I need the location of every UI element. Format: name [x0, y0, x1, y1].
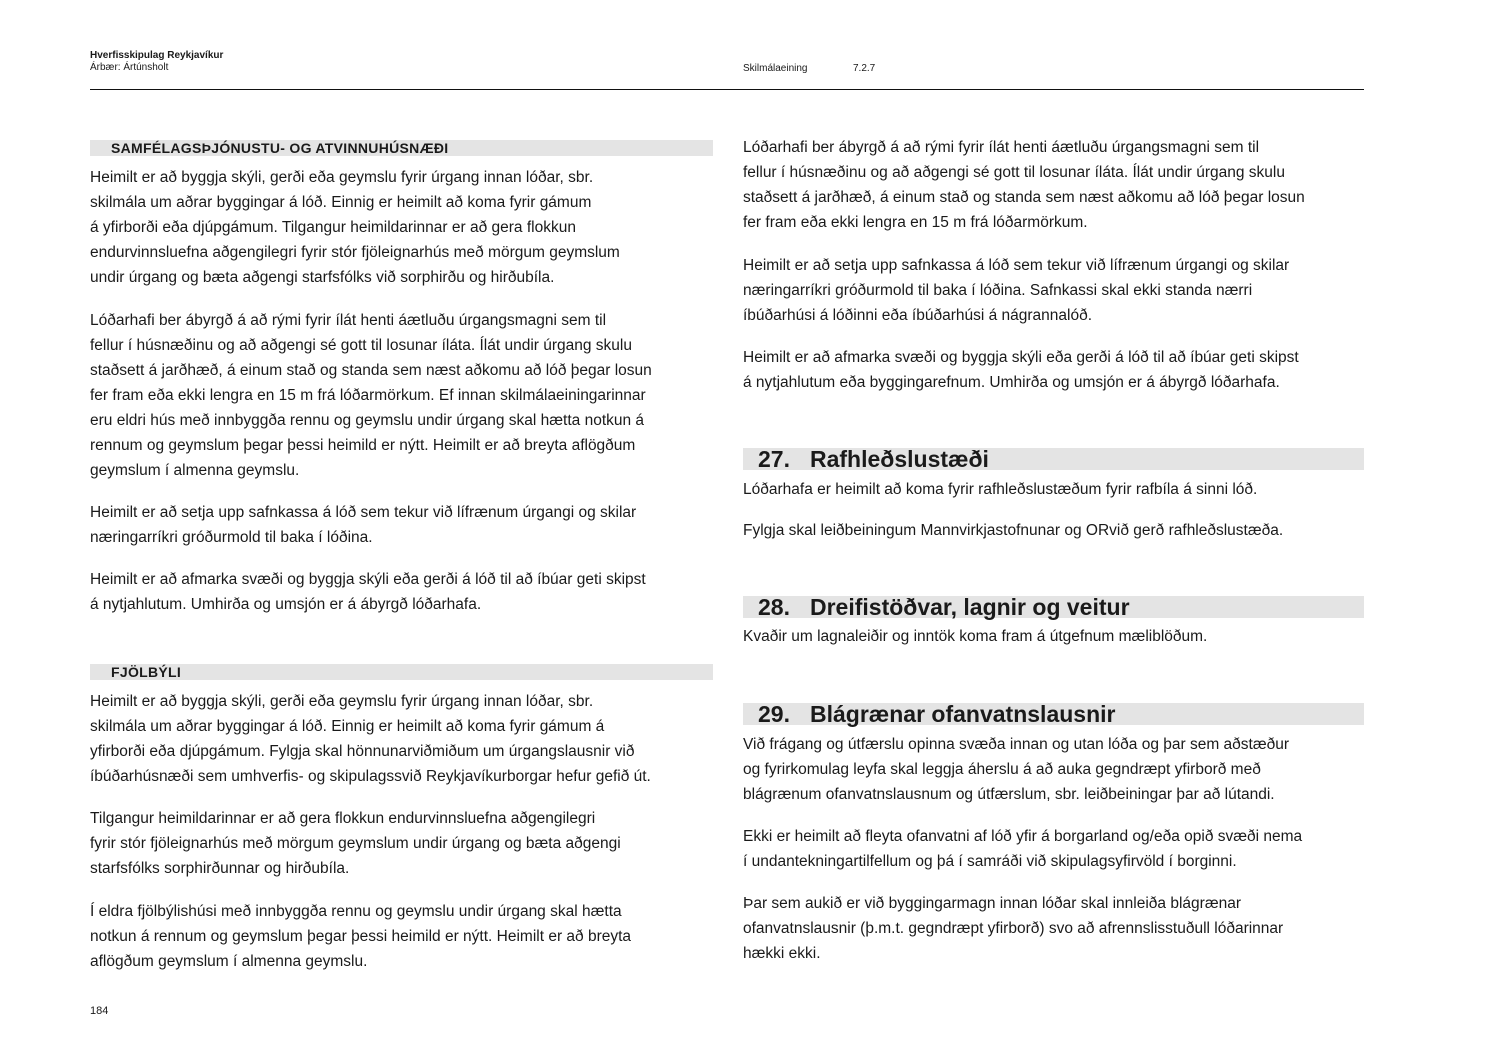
paragraph [90, 689, 651, 789]
text-line: hækki ekki. [743, 945, 821, 962]
text-line: Heimilt er að byggja skýli, gerði eða geymslu fyrir úrgang innan lóðar, sbr. [90, 169, 594, 186]
text-line: og fyrirkomulag leyfa skal leggja áherslu á að auka gegndræpt yfirborð með [743, 761, 1261, 778]
text-line: Þar sem aukið er við byggingarmagn innan lóðar skal innleiða blágrænar [743, 895, 1242, 912]
text-line: á yfirborði eða djúpgámum. Tilgangur heimildarinnar er að gera flokkun [90, 219, 576, 236]
text-line: næringarríkri gróðurmold til baka í lóðina. [90, 529, 373, 546]
text-line: fer fram eða ekki lengra en 15 m frá lóðarmörkum. Ef innan skilmálaeiningarinnar [90, 387, 646, 404]
paragraph [90, 165, 620, 290]
text-line: yfirborði eða djúpgámum. Fylgja skal hönnunarviðmiðum um úrgangslausnir við [90, 743, 635, 760]
section-heading-title: Blágrænar ofanvatnslausnir [810, 701, 1116, 727]
paragraph [743, 824, 1302, 874]
text-line: staðsett á jarðhæð, á einum stað og standa sem næst aðkomu að lóð þegar losun [90, 362, 652, 379]
section-heading-28 [743, 596, 1364, 618]
text-line: íbúðarhúsnæði sem umhverfis- og skipulagssvið Reykjavíkurborgar hefur gefið út. [90, 768, 651, 785]
section-heading-title: Dreifistöðvar, lagnir og veitur [810, 594, 1130, 620]
document-subtitle: Árbær: Ártúnsholt [90, 62, 169, 73]
text-line: Tilgangur heimildarinnar er að gera flokkun endurvinnsluefna aðgengilegri [90, 810, 596, 827]
section-heading-number: 27. [758, 446, 790, 472]
text-line: undir úrgang og bæta aðgengi starfsfólks við sorphirðu og hirðubíla. [90, 269, 555, 286]
paragraph [90, 567, 646, 617]
text-line: á nytjahlutum. Umhirða og umsjón er á ábyrgð lóðarhafa. [90, 596, 482, 613]
text-line: íbúðarhúsi á lóðinni eða íbúðarhúsi á nágrannalóð. [743, 307, 1093, 324]
text-line: Við frágang og útfærslu opinna svæða innan og utan lóða og þar sem aðstæður [743, 736, 1290, 753]
paragraph [90, 806, 621, 881]
paragraph [743, 732, 1289, 807]
text-line: Ekki er heimilt að fleyta ofanvatni af lóð yfir á borgarland og/eða opið svæði nema [743, 828, 1303, 845]
subsection-heading-text: SAMFÉLAGSÞJÓNUSTU- OG ATVINNUHÚSNÆÐI [111, 140, 449, 156]
text-line: endurvinnsluefna aðgengilegri fyrir stór fjöleignarhús með mörgum geymslum [90, 244, 620, 261]
text-line: Lóðarhafa er heimilt að koma fyrir rafhleðslustæðum fyrir rafbíla á sinni lóð. [743, 481, 1258, 498]
text-line: næringarríkri gróðurmold til baka í lóðina. Safnkassi skal ekki standa nærri [743, 282, 1253, 299]
text-line: skilmála um aðrar byggingar á lóð. Einnig er heimilt að koma fyrir gámum [90, 194, 592, 211]
paragraph [90, 308, 652, 483]
text-line: Lóðarhafi ber ábyrgð á að rými fyrir ílát henti áætluðu úrgangsmagni sem til [743, 139, 1260, 156]
paragraph [743, 135, 1305, 235]
text-line: eru eldri hús með innbyggða rennu og geymslu undir úrgang skal hætta notkun á [90, 412, 645, 429]
section-heading-29 [743, 703, 1364, 725]
text-line: á nytjahlutum eða byggingarefnum. Umhirða og umsjón er á ábyrgð lóðarhafa. [743, 374, 1280, 391]
text-line: geymslum í almenna geymslu. [90, 462, 300, 479]
text-line: fyrir stór fjöleignarhús með mörgum geymslum undir úrgang og bæta aðgengi [90, 835, 621, 852]
text-line: Í eldra fjölbýlishúsi með innbyggða rennu og geymslu undir úrgang skal hætta [90, 903, 622, 920]
section-heading-title: Rafhleðslustæði [810, 446, 989, 472]
text-line: Fylgja skal leiðbeiningum Mannvirkjastofnunar og ORvið gerð rafhleðslustæða. [743, 522, 1284, 539]
paragraph [743, 345, 1299, 395]
text-line: Heimilt er að setja upp safnkassa á lóð sem tekur við lífrænum úrgangi og skilar [90, 504, 637, 521]
paragraph [743, 477, 1257, 502]
section-heading-number: 29. [758, 701, 790, 727]
text-line: notkun á rennum og geymslum þegar þessi heimild er nýtt. Heimilt er að breyta [90, 928, 632, 945]
text-line: í undantekningartilfellum og þá í samráði við skipulagsyfirvöld í borginni. [743, 853, 1237, 870]
section-label: Skilmálaeining [743, 63, 808, 74]
document-title: Hverfisskipulag Reykjavíkur [90, 50, 224, 61]
subsection-heading-fjolbyli [90, 664, 713, 680]
text-line: Lóðarhafi ber ábyrgð á að rými fyrir ílát henti áætluðu úrgangsmagni sem til [90, 312, 607, 329]
text-line: blágrænum ofanvatnslausnum og útfærslum, sbr. leiðbeiningar þar að lútandi. [743, 786, 1275, 803]
paragraph [90, 899, 631, 974]
text-line: Heimilt er að afmarka svæði og byggja skýli eða gerði á lóð til að íbúar geti skipst [90, 571, 646, 588]
text-line: fellur í húsnæðinu og að aðgengi sé gott til losunar íláta. Ílát undir úrgang skulu [743, 164, 1285, 181]
text-line: fellur í húsnæðinu og að aðgengi sé gott til losunar íláta. Ílát undir úrgang skulu [90, 337, 632, 354]
page-number: 184 [90, 1005, 109, 1017]
text-line: Kvaðir um lagnaleiðir og inntök koma fram á útgefnum mæliblöðum. [743, 628, 1208, 645]
section-number: 7.2.7 [853, 63, 876, 74]
subsection-heading-text: FJÖLBÝLI [111, 664, 182, 680]
section-heading-27 [743, 448, 1364, 470]
paragraph [743, 891, 1283, 966]
text-line: rennum og geymslum þegar þessi heimild er nýtt. Heimilt er að breyta aflögðum [90, 437, 636, 454]
paragraph [743, 518, 1283, 543]
paragraph [743, 624, 1207, 649]
text-line: starfsfólks sorphirðunnar og hirðubíla. [90, 860, 350, 877]
text-line: fer fram eða ekki lengra en 15 m frá lóðarmörkum. [743, 214, 1088, 231]
section-heading-number: 28. [758, 594, 790, 620]
text-line: staðsett á jarðhæð, á einum stað og standa sem næst aðkomu að lóð þegar losun [743, 189, 1305, 206]
paragraph [743, 253, 1289, 328]
text-line: Heimilt er að afmarka svæði og byggja skýli eða gerði á lóð til að íbúar geti skipst [743, 349, 1299, 366]
paragraph [90, 500, 636, 550]
subsection-heading-samfelagsthjonusta [90, 140, 713, 156]
text-line: skilmála um aðrar byggingar á lóð. Einnig er heimilt að koma fyrir gámum á [90, 718, 605, 735]
text-line: Heimilt er að setja upp safnkassa á lóð sem tekur við lífrænum úrgangi og skilar [743, 257, 1290, 274]
header-divider [90, 89, 1364, 90]
text-line: Heimilt er að byggja skýli, gerði eða geymslu fyrir úrgang innan lóðar, sbr. [90, 693, 594, 710]
text-line: aflögðum geymslum í almenna geymslu. [90, 953, 368, 970]
text-line: ofanvatnslausnir (þ.m.t. gegndræpt yfirborð) svo að afrennslisstuðull lóðarinnar [743, 920, 1284, 937]
